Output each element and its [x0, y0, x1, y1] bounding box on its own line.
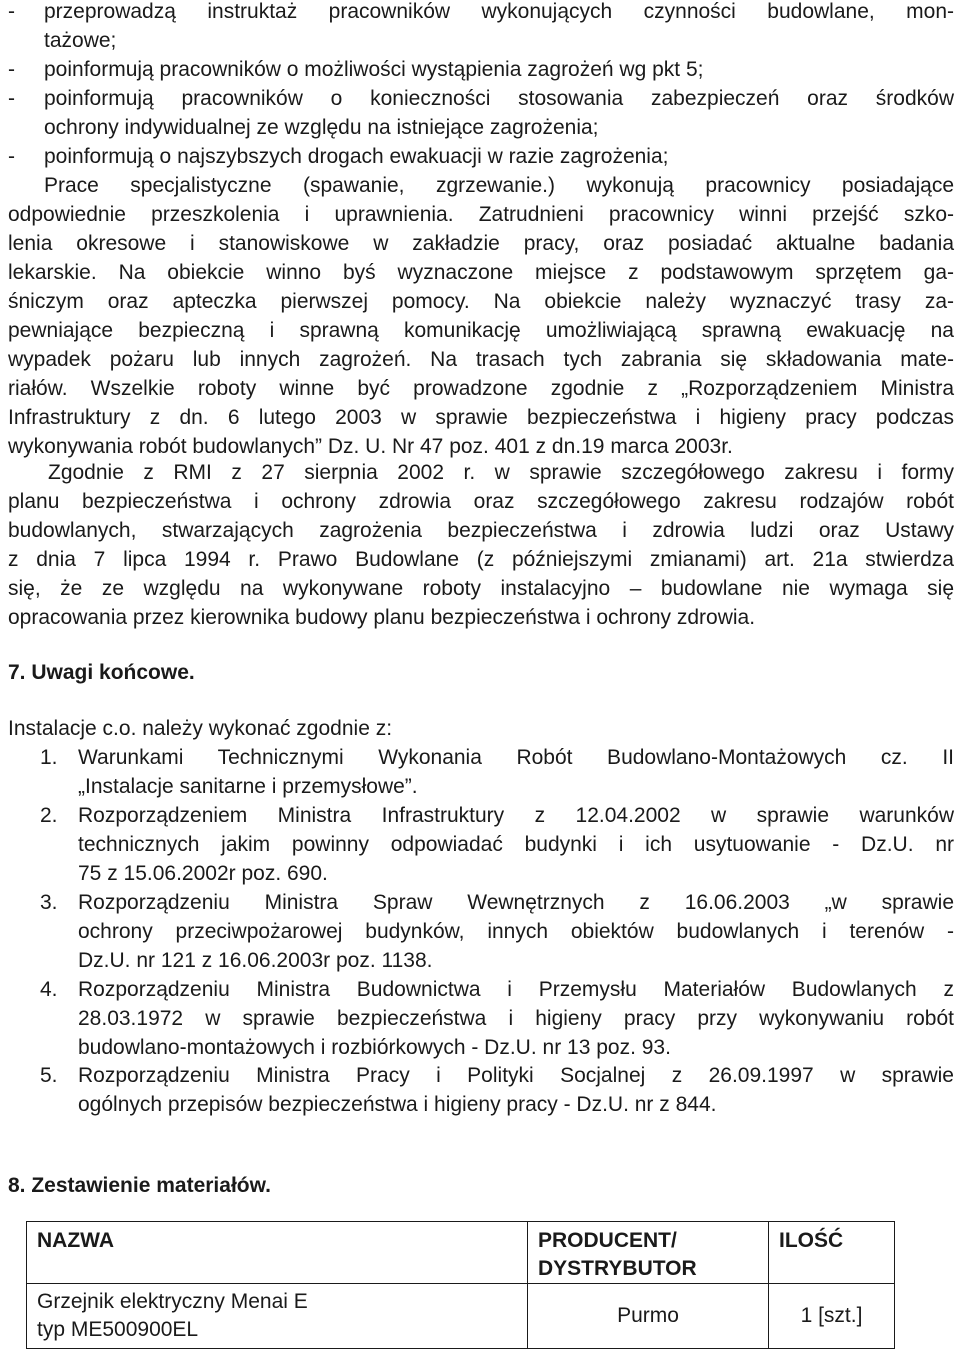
bullet-dash: - — [8, 58, 15, 81]
list-item-line: „Instalacje sanitarne i przemysłowe”. — [78, 775, 418, 798]
bullet-text: poinformują pracowników o konieczności stosowania zabezpieczeń oraz środków — [44, 87, 954, 110]
list-number: 3. — [40, 891, 58, 914]
paragraph-line: lekarskie. Na obiekcie winno byś wyznaczone miejsce z podstawowym sprzętem ga- — [8, 261, 954, 284]
materials-table — [26, 1221, 895, 1349]
list-item-line: 28.03.1972 w sprawie bezpieczeństwa i higieny pracy przy wykonywaniu robót — [78, 1007, 954, 1030]
cell-quantity — [769, 1284, 895, 1349]
list-item-line: Warunkami Technicznymi Wykonania Robót Budowlano-Montażowych cz. II — [78, 746, 954, 769]
list-number: 4. — [40, 978, 58, 1001]
bullet-dash: - — [8, 0, 15, 23]
section-heading: 7. Uwagi końcowe. — [8, 661, 195, 684]
header-label: PRODUCENT/ DYSTRYBUTOR — [538, 1229, 697, 1280]
paragraph-line: planu bezpieczeństwa i ochrony zdrowia oraz szczegółowego zakresu rodzajów robót — [8, 490, 954, 513]
list-item-line: Rozporządzeniu Ministra Pracy i Polityki Socjalnej z 26.09.1997 w sprawie — [78, 1064, 954, 1087]
table-header-cell — [27, 1222, 528, 1284]
list-number: 2. — [40, 804, 58, 827]
paragraph-line: odpowiednie przeszkolenia i uprawnienia. Zatrudnieni pracownicy winni przejść szko- — [8, 203, 954, 226]
table-header-row — [27, 1222, 895, 1284]
list-item-line: 75 z 15.06.2002r poz. 690. — [78, 862, 328, 885]
bullet-text: poinformują o najszybszych drogach ewakuacji w razie zagrożenia; — [44, 145, 669, 168]
table-header-cell — [528, 1222, 769, 1284]
paragraph-line: z dnia 7 lipca 1994 r. Prawo Budowlane (z późniejszymi zmianami) art. 21a stwierdza — [8, 548, 954, 571]
cell-text: 1 [szt.] — [800, 1304, 863, 1327]
bullet-dash: - — [8, 87, 15, 110]
paragraph-line: Prace specjalistyczne (spawanie, zgrzewanie.) wykonują pracownicy posiadające — [44, 174, 954, 197]
paragraph-line: budowlanych, stwarzających zagrożenia bezpieczeństwa i zdrowia ludzi oraz Ustawy — [8, 519, 954, 542]
paragraph-line: wykonywania robót budowlanych” Dz. U. Nr 47 poz. 401 z dn.19 marca 2003r. — [8, 435, 733, 458]
list-item-line: Rozporządzeniu Ministra Spraw Wewnętrznych z 16.06.2003 „w sprawie — [78, 891, 954, 914]
paragraph-line: się, że ze względu na wykonywane roboty instalacyjno – budowlane nie wymaga się — [8, 577, 954, 600]
paragraph-line: pewniające bezpieczną i sprawną komunikację umożliwiającą sprawną ewakuację na — [8, 319, 954, 342]
bullet-text: ochrony indywidualnej ze względu na istniejące zagrożenia; — [44, 116, 599, 139]
table-header-cell — [769, 1222, 895, 1284]
list-number: 5. — [40, 1064, 58, 1087]
paragraph-line: wypadek pożaru lub innych zagrożeń. Na trasach tych zabrania się składowania mate- — [8, 348, 954, 371]
list-item-line: Rozporządzeniu Ministra Budownictwa i Przemysłu Materiałów Budowlanych z — [78, 978, 954, 1001]
bullet-text: tażowe; — [44, 29, 117, 52]
paragraph-line: Infrastruktury z dn. 6 lutego 2003 w sprawie bezpieczeństwa i higieny pracy podczas — [8, 406, 954, 429]
bullet-text: przeprowadzą instruktaż pracowników wykonujących czynności budowlane, mon- — [44, 0, 954, 23]
header-label: NAZWA — [37, 1229, 114, 1252]
cell-text: Grzejnik elektryczny Menai E typ ME500900EL — [37, 1290, 308, 1341]
bullet-text: poinformują pracowników o możliwości wystąpienia zagrożeń wg pkt 5; — [44, 58, 704, 81]
header-label: ILOŚĆ — [779, 1229, 844, 1252]
cell-text: Purmo — [617, 1304, 679, 1327]
install-intro: Instalacje c.o. należy wykonać zgodnie z: — [8, 717, 393, 740]
list-item-line: budowlano-montażowych i rozbiórkowych - Dz.U. nr 13 poz. 93. — [78, 1036, 671, 1059]
paragraph-line: śniczym oraz apteczka pierwszej pomocy. Na obiekcie należy wyznaczyć trasy za- — [8, 290, 954, 313]
section-heading: 8. Zestawienie materiałów. — [8, 1174, 271, 1197]
bullet-dash: - — [8, 145, 15, 168]
list-item-line: technicznych jakim powinny odpowiadać budynki i ich usytuowanie - Dz.U. nr — [78, 833, 954, 856]
paragraph-line: Zgodnie z RMI z 27 sierpnia 2002 r. w sprawie szczegółowego zakresu i formy — [48, 461, 954, 484]
list-number: 1. — [40, 746, 58, 769]
list-item-line: ochrony przeciwpożarowej budynków, innych obiektów budowlanych i terenów - — [78, 920, 954, 943]
table-row — [27, 1284, 895, 1349]
paragraph-line: lenia okresowe i stanowiskowe w zakładzie pracy, oraz posiadać aktualne badania — [8, 232, 954, 255]
list-item-line: Rozporządzeniem Ministra Infrastruktury z 12.04.2002 w sprawie warunków — [78, 804, 954, 827]
cell-producer — [528, 1284, 769, 1349]
paragraph-line: opracowania przez kierownika budowy planu bezpieczeństwa i ochrony zdrowia. — [8, 606, 756, 629]
list-item-line: Dz.U. nr 121 z 16.06.2003r poz. 1138. — [78, 949, 433, 972]
list-item-line: ogólnych przepisów bezpieczeństwa i higieny pracy - Dz.U. nr z 844. — [78, 1093, 717, 1116]
paragraph-line: riałów. Wszelkie roboty winne być prowadzone zgodnie z „Rozporządzeniem Ministra — [8, 377, 954, 400]
cell-name — [27, 1284, 528, 1349]
